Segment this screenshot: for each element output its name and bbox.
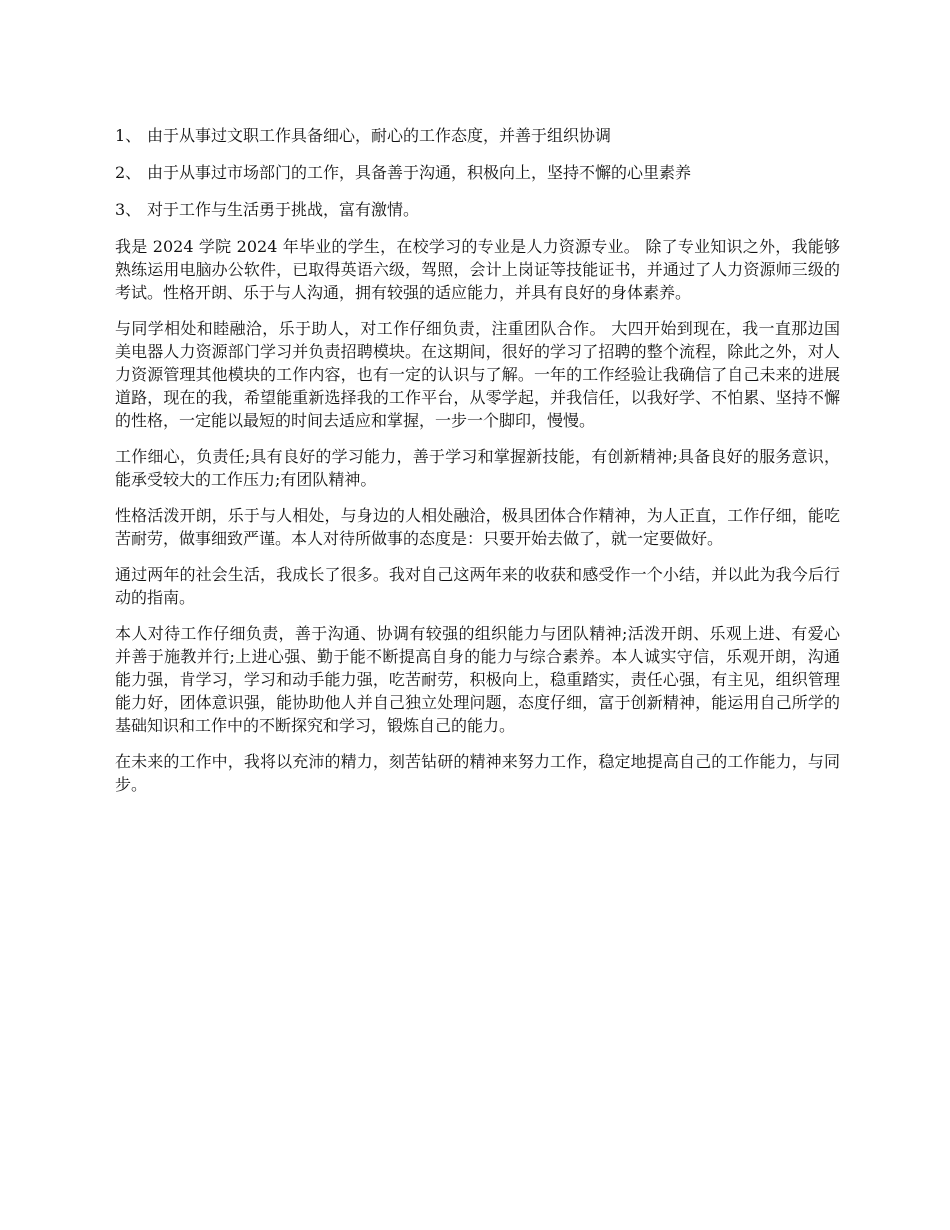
strengths-list (115, 124, 840, 221)
paragraph-experience: 与同学相处和睦融洽，乐于助人，对工作仔细负责，注重团队合作。 大四开始到现在，我一直那边国美电器人力资源部门学习并负责招聘模块。在这期间，很好的学习了招聘的整个流程，除此之外，对人力资源管理其他模块的工作内容，也有一定的认识与了解。一年的工作经验让我确信了自己未来的进展道路，现在的我，希望能重新选择我的工作平台，从零学起，并我信任，以我好学、不怕累、坚持不懈的性格，一定能以最短的时间去适应和掌握，一步一个脚印，慢慢。 (115, 319, 840, 430)
paragraph-future: 在未来的工作中，我将以充沛的精力，刻苦钻研的精神来努力工作，稳定地提高自己的工作能力，与同步。 (115, 752, 840, 794)
list-item (115, 124, 840, 147)
list-item (115, 198, 840, 221)
list-item-text: 由于从事过市场部门的工作，具备善于沟通，积极向上，坚持不懈的心里素养 (147, 163, 692, 182)
list-item-number: 1、 (115, 126, 142, 145)
paragraph-summary-intro: 通过两年的社会生活，我成长了很多。我对自己这两年来的收获和感受作一个小结，并以此为我今后行动的指南。 (115, 565, 840, 607)
list-item-number: 3、 (115, 200, 142, 219)
paragraph-education: 我是 2024 学院 2024 年毕业的学生，在校学习的专业是人力资源专业。 除了专业知识之外，我能够熟练运用电脑办公软件，已取得英语六级，驾照，会计上岗证等技能证书，并通过了人力资源师三级的考试。性格开朗、乐于与人沟通，拥有较强的适应能力，并具有良好的身体素养。 (115, 237, 840, 302)
document-page (115, 124, 840, 809)
list-item-number: 2、 (115, 163, 142, 182)
list-item-text: 对于工作与生活勇于挑战，富有激情。 (147, 200, 420, 219)
paragraph-personality: 性格活泼开朗，乐于与人相处，与身边的人相处融洽，极具团体合作精神，为人正直，工作仔细，能吃苦耐劳，做事细致严谨。本人对待所做事的态度是：只要开始去做了，就一定要做好。 (115, 506, 840, 548)
list-item-text: 由于从事过文职工作具备细心，耐心的工作态度，并善于组织协调 (147, 126, 612, 145)
paragraph-self-evaluation: 本人对待工作仔细负责，善于沟通、协调有较强的组织能力与团队精神;活泼开朗、乐观上进、有爱心并善于施教并行;上进心强、勤于能不断提高自身的能力与综合素养。本人诚实守信，乐观开朗，沟通能力强，肯学习，学习和动手能力强，吃苦耐劳，积极向上，稳重踏实，责任心强，有主见，组织管理能力好，团体意识强，能协助他人并自己独立处理问题，态度仔细，富于创新精神，能运用自己所学的基础知识和工作中的不断探究和学习，锻炼自己的能力。 (115, 624, 840, 735)
list-item (115, 161, 840, 184)
paragraph-work-traits: 工作细心，负责任;具有良好的学习能力，善于学习和掌握新技能，有创新精神;具备良好的服务意识，能承受较大的工作压力;有团队精神。 (115, 447, 840, 489)
